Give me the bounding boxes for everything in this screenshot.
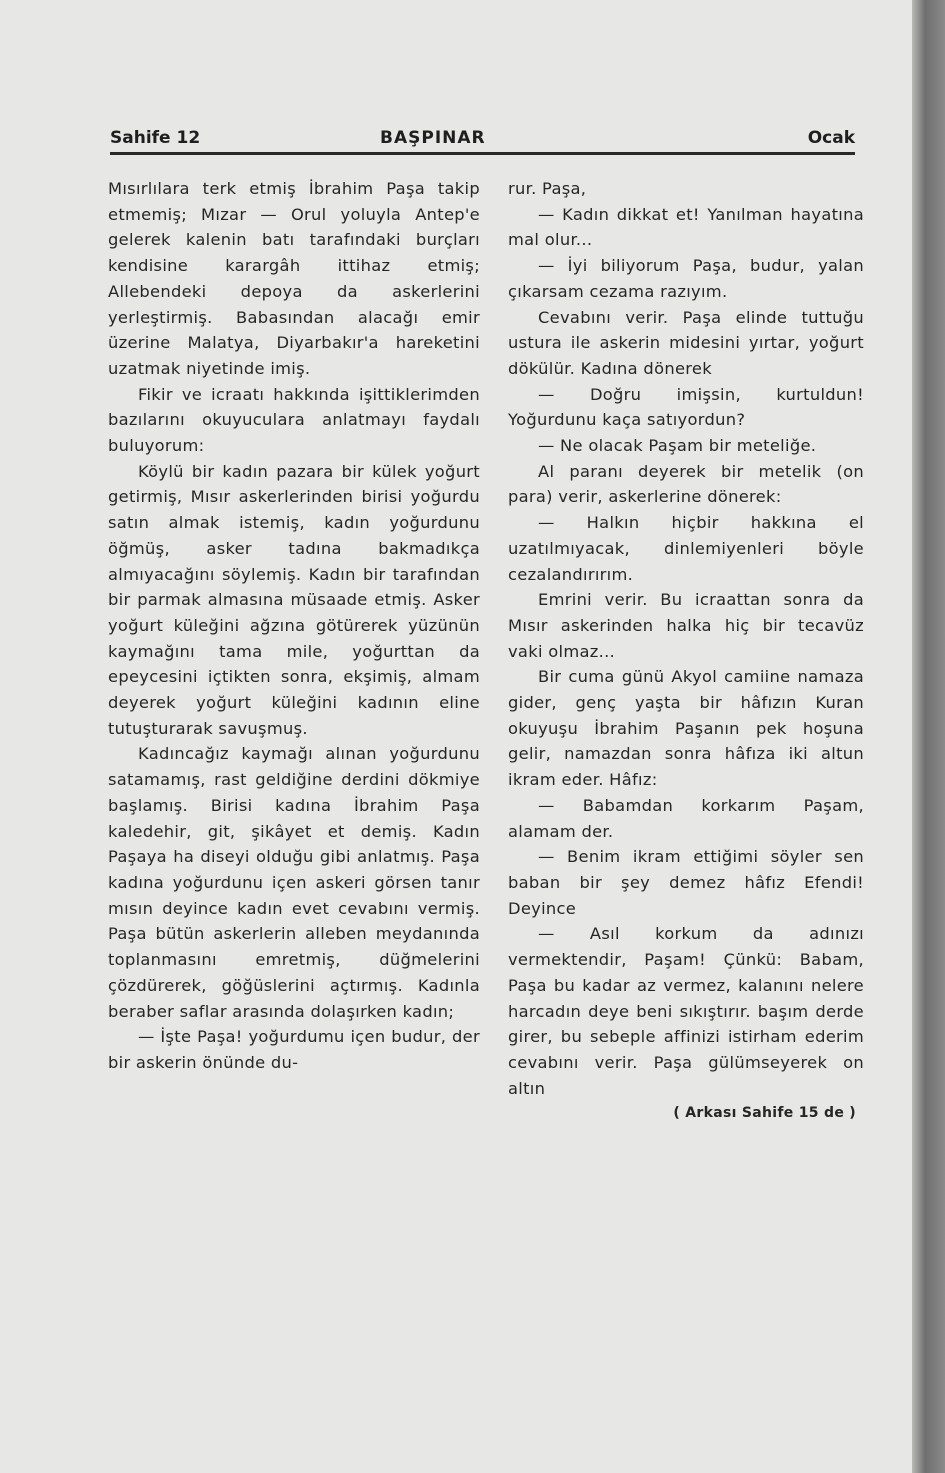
paragraph: — Babamdan korkarım Paşam, alamam der. xyxy=(508,795,864,841)
paragraph: — İşte Paşa! yoğurdumu içen budur, der bir askerin önünde du- xyxy=(108,1027,480,1072)
paragraph: — Benim ikram ettiğimi söyler sen baban bir şey demez hâfız Efendi! Deyince xyxy=(508,847,864,918)
left-column xyxy=(108,176,480,1076)
paragraph: rur. Paşa, xyxy=(508,179,587,198)
page-header xyxy=(110,124,855,155)
paragraph: Emrini verir. Bu icraattan sonra da Mısır askerinden halka hiç bir tecavüz vaki olmaz... xyxy=(508,590,864,661)
paragraph: Kadıncağız kaymağı alınan yoğurdunu satamamış, rast geldiğine derdini dökmiye başlamış. Birisi kadına İbrahim Paşa kaledehir, git, şikâyet et demiş. Kadın Paşaya ha diseyi olduğu gibi anlatmış. Paşa kadına yoğurdunu içen askeri görsen tanır mısın deyince kadın evet cevabını vermiş. Paşa bütün askerlerin alleben meydanında toplanmasını emretmiş, düğmelerini çözdürerek, göğüslerini açtırmış. Kadınla beraber saflar arasında dolaşırken kadın; xyxy=(108,744,480,1021)
page-edge-shadow xyxy=(912,0,945,1473)
paragraph: Mısırlılara terk etmiş İbrahim Paşa takip etmemiş; Mızar — Orul yoluyla Antep'e gelerek kalenin batı tarafındaki burçları kendisine karargâh ittihaz etmiş; Allebendeki depoya da askerlerini yerleştirmiş. Babasından alacağı emir üzerine Malatya, Diyarbakır'a hareketini uzatmak niyetinde imiş. xyxy=(108,179,480,378)
paragraph: Cevabını verir. Paşa elinde tuttuğu ustura ile askerin midesini yırtar, yoğurt dökülür. Kadına dönerek xyxy=(508,307,864,378)
paragraph: Al paranı deyerek bir metelik (on para) verir, askerlerine dönerek: xyxy=(508,461,864,507)
right-column xyxy=(508,176,864,1127)
paragraph: — Doğru imişsin, kurtuldun! Yoğurdunu kaça satıyordun? xyxy=(508,384,864,430)
paragraph: — Ne olacak Paşam bir meteliğe. xyxy=(538,436,817,456)
page-number: Sahife 12 xyxy=(110,128,201,148)
continuation-note: ( Arkası Sahife 15 de ) xyxy=(673,1105,856,1122)
issue-month: Ocak xyxy=(807,128,855,148)
paragraph: Bir cuma günü Akyol camiine namaza gider, genç yaşta bir hâfızın Kuran okuyuşu İbrahim Paşanın pek hoşuna gelir, namazdan sonra hâfıza iki altun ikram eder. Hâfız: xyxy=(508,667,864,790)
paragraph: Fikir ve icraatı hakkında işittiklerimden bazılarını okuyuculara anlatmayı faydalı buluyorum: xyxy=(108,384,480,456)
paragraph: — İyi biliyorum Paşa, budur, yalan çıkarsam cezama razıyım. xyxy=(508,256,864,301)
magazine-title: BAŞPINAR xyxy=(380,128,486,148)
paragraph: Köylü bir kadın pazara bir külek yoğurt getirmiş, Mısır askerlerinden birisi yoğurdu satın almak istemiş, kadın yoğurdunu öğmüş, asker tadına bakmadıkça almıyacağını söylemiş. Kadın bir tarafından bir parmak almasına müsaade etmiş. Asker yoğurt küleğini ağzına götürerek yüzünün kaymağını tama mile, yoğurttan da epeycesini içtikten sonra, ekşimiş, almam deyerek yoğurt küleğini kadının eline tutuşturarak savuşmuş. xyxy=(108,461,480,738)
paragraph: — Halkın hiçbir hakkına el uzatılmıyacak, dinlemiyenleri böyle cezalandırırım. xyxy=(508,513,864,584)
paragraph: — Asıl korkum da adınızı vermektendir, Paşam! Çünkü: Babam, Paşa bu kadar az vermez, kalanını nelere harcadın deye beni sıkıştırır. başım derde girer, bu sebeple affinizi istirham ederim cevabını verir. Paşa gülümseyerek on altın xyxy=(508,924,864,1098)
paragraph: — Kadın dikkat et! Yanılman hayatına mal olur... xyxy=(508,204,864,250)
